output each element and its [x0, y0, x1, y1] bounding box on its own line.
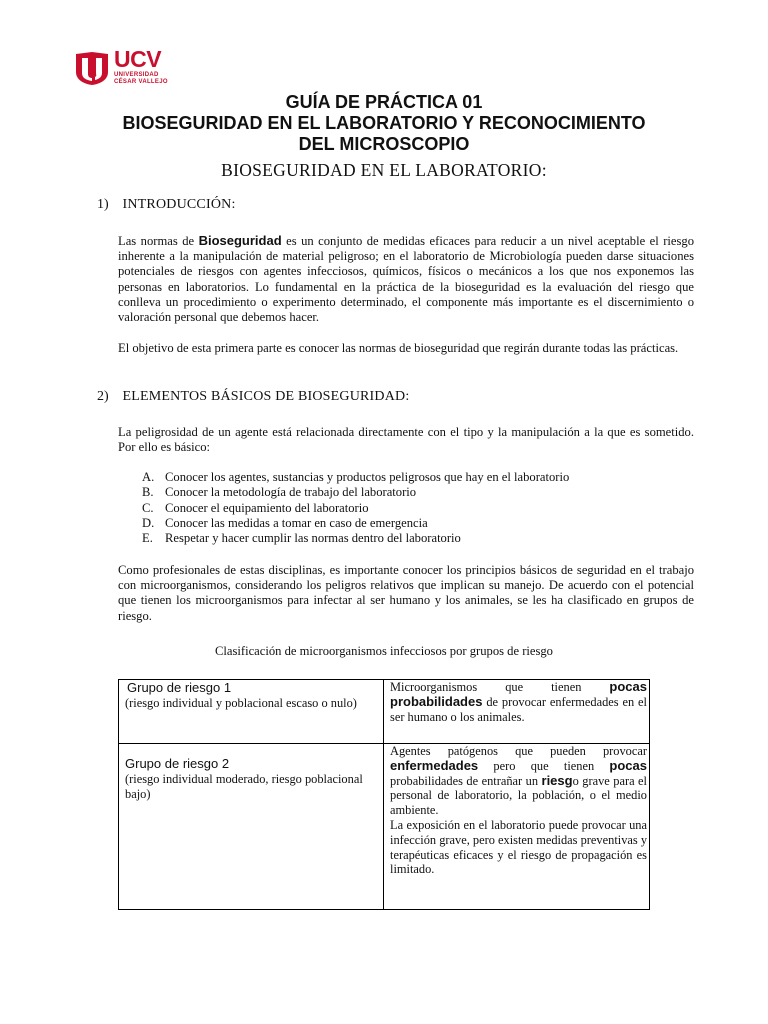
- detail-bold: pocas probabilidades: [390, 679, 647, 709]
- intro-bold-term: Bioseguridad: [198, 233, 282, 248]
- detail-bold: riesg: [541, 772, 573, 788]
- detail-text: Agentes patógenos que pueden provocar: [390, 744, 647, 758]
- detail-text: de provocar enfermedades en el ser humano o los animales.: [390, 694, 647, 724]
- section-heading-introduccion: [97, 197, 236, 213]
- detail-text: probabilidades de entrañar un: [390, 773, 542, 788]
- basics-paragraph: La peligrosidad de un agente está relacionada directamente con el tipo y la manipulación a la que es sometido. Por ello es básico:: [118, 425, 694, 455]
- section-title: INTRODUCCIÓN:: [122, 197, 236, 212]
- section-number: 2): [97, 389, 109, 404]
- list-item: [142, 516, 569, 531]
- list-item: [142, 501, 569, 516]
- doc-subtitle: BIOSEGURIDAD EN EL LABORATORIO:: [221, 160, 547, 180]
- group-name: Grupo de riesgo 2: [125, 756, 230, 771]
- group-description: (riesgo individual moderado, riesgo poblacional bajo): [125, 771, 363, 801]
- list-text: Conocer el equipamiento del laboratorio: [165, 500, 369, 515]
- list-item: [142, 485, 569, 500]
- list-letter: E.: [142, 531, 153, 546]
- list-item: [142, 531, 569, 546]
- detail-text: Microorganismos que tienen: [390, 680, 610, 694]
- group-detail-cell: [384, 680, 650, 744]
- list-item: [142, 470, 569, 485]
- detail-paragraph: La exposición en el laboratorio puede provocar una infección grave, pero existen medidas preventivas y terapéuticas eficaces y el riesgo de propagación es limitado.: [390, 817, 648, 877]
- list-letter: B.: [142, 485, 154, 500]
- list-letter: A.: [142, 470, 155, 484]
- section-number: 1): [97, 197, 109, 212]
- basics-list: [142, 470, 569, 546]
- list-text: Respetar y hacer cumplir las normas dentro del laboratorio: [165, 531, 461, 546]
- section-title: ELEMENTOS BÁSICOS DE BIOSEGURIDAD:: [122, 389, 410, 404]
- doc-title-line2: BIOSEGURIDAD EN EL LABORATORIO Y RECONOCIMIENTO: [122, 113, 646, 133]
- table-row: [119, 744, 650, 910]
- list-text: Conocer las medidas a tomar en caso de emergencia: [165, 515, 428, 530]
- table-row: [119, 680, 650, 744]
- table-caption: Clasificación de microorganismos infecciosos por grupos de riesgo: [215, 644, 553, 658]
- doc-title: GUÍA DE PRÁCTICA 01: [285, 92, 483, 112]
- intro-paragraph: [118, 233, 694, 325]
- intro-text-pre: Las normas de: [118, 234, 199, 248]
- ucv-shield-icon: [74, 50, 110, 86]
- detail-text: pero que tienen: [478, 758, 610, 773]
- detail-bold: enfermedades: [390, 757, 479, 773]
- group-description: (riesgo individual y poblacional escaso o nulo): [125, 695, 357, 710]
- section-heading-elementos: [97, 389, 409, 405]
- detail-text: o grave para el personal de laboratorio, la población, o el medio ambiente.: [390, 773, 647, 818]
- list-text: Conocer la metodología de trabajo del laboratorio: [165, 485, 417, 500]
- logo-line2: CÉSAR VALLEJO: [114, 79, 168, 85]
- list-text: Conocer los agentes, sustancias y productos peligrosos que hay en el laboratorio: [165, 470, 570, 484]
- group-cell: [119, 744, 384, 910]
- detail-bold: pocas: [609, 757, 647, 773]
- professionals-paragraph: Como profesionales de estas disciplinas, es importante conocer los principios básicos de seguridad en el trabajo con microorganismos, considerando los peligros relativos que implican su manejo. De acuerdo con el potencial que tienen los microorganismos para infectar al ser humano y los animales, se les ha clasificado en grupos de riesgo.: [118, 563, 694, 623]
- ucv-logo: [74, 46, 174, 86]
- doc-title-line3: DEL MICROSCOPIO: [298, 134, 470, 154]
- logo-brand: UCV: [114, 46, 162, 72]
- intro-text-post: es un conjunto de medidas eficaces para reducir a un nivel aceptable el riesgo inherente a la manipulación de material peligroso; en el laboratorio de Microbiología pueden darse situaciones potenciales de riesgos con agentes infecciosos, químicos, físicos o mecánicos a los que nos exponemos las personas en laboratorios. Lo fundamental en la práctica de la bioseguridad es la evaluación del riesgo que conlleva un procedimiento o experimento determinado, el componente más importante es el discernimiento o valoración personal que debemos hacer.: [118, 234, 694, 325]
- objective-paragraph: El objetivo de esta primera parte es conocer las normas de bioseguridad que regirán durante todas las prácticas.: [118, 341, 679, 355]
- risk-groups-table: [118, 679, 650, 910]
- list-letter: D.: [142, 515, 155, 530]
- group-detail-cell: [384, 744, 650, 910]
- group-cell: [119, 680, 384, 744]
- list-letter: C.: [142, 500, 154, 515]
- group-name: Grupo de riesgo 1: [127, 680, 232, 695]
- detail-paragraph: [390, 744, 647, 818]
- logo-line1: UNIVERSIDAD: [114, 72, 159, 78]
